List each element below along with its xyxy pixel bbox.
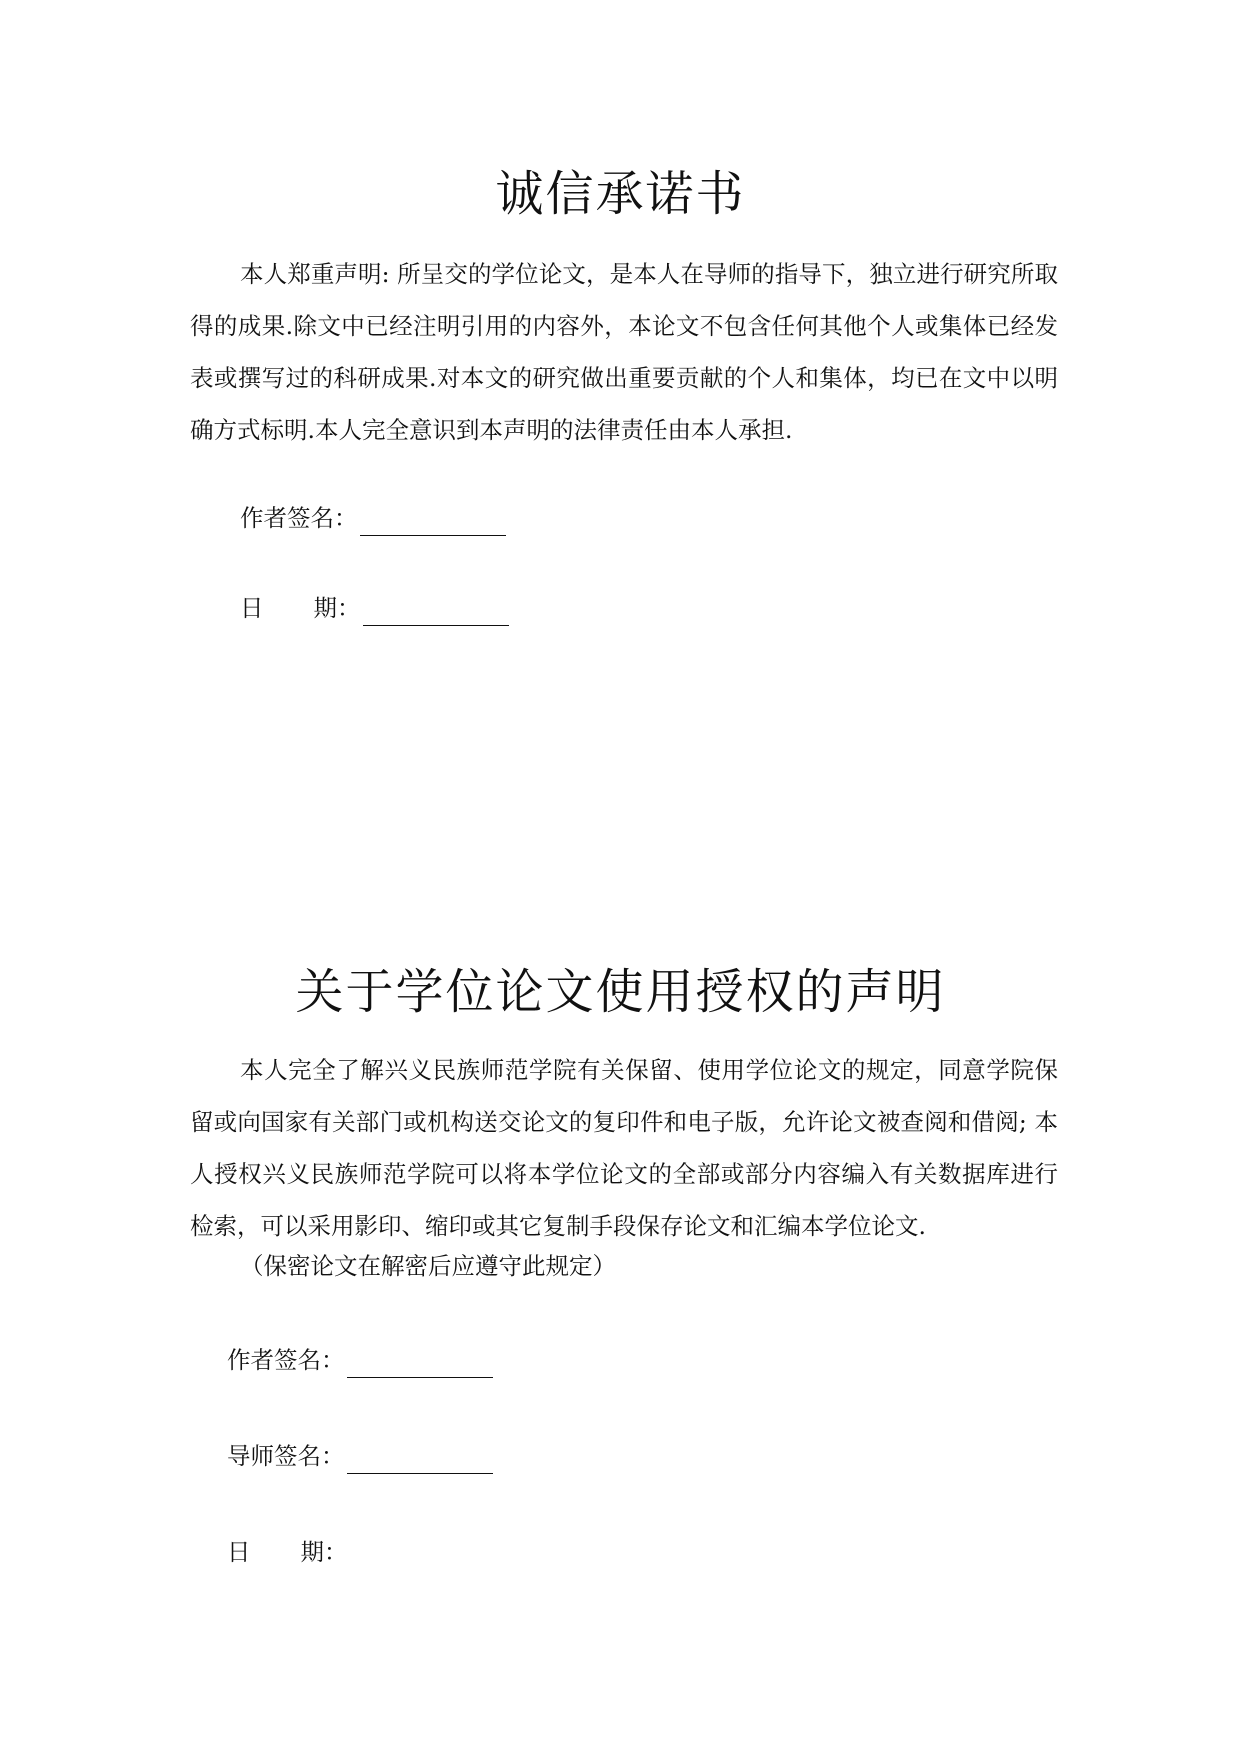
confidential-note: （保密论文在解密后应遵守此规定） [240,1252,616,1280]
integrity-title: 诚信承诺书 [495,166,746,222]
advisor-signature-label: 导师签名： [227,1442,345,1470]
advisor-signature-line[interactable] [347,1443,493,1474]
author-signature-label: 作者签名： [227,1346,345,1374]
authorization-title: 关于学位论文使用授权的声明 [295,964,946,1020]
author-signature-line[interactable] [347,1347,493,1378]
authorization-author-signature-field [227,1342,493,1378]
authorization-advisor-signature-field [227,1438,493,1474]
author-signature-label: 作者签名： [240,504,358,532]
authorization-date-field [227,1534,348,1570]
date-label-char-2: 期： [313,594,361,622]
date-label-char-2: 期： [300,1538,348,1566]
date-line[interactable] [363,595,509,626]
date-label-char-1: 日 [227,1538,251,1566]
date-label [227,1534,348,1570]
integrity-date-field [240,590,509,626]
author-signature-line[interactable] [360,505,506,536]
date-label [240,590,361,626]
integrity-author-signature-field [240,500,506,536]
integrity-body: 本人郑重声明: 所呈交的学位论文，是本人在导师的指导下，独立进行研究所取得的成果.除文中已经注明引用的内容外，本论文不包含任何其他个人或集体已经发表或撰写过的科研成果.对本文的研究做出重要贡献的个人和集体，均已在文中以明确方式标明.本人完全意识到本声明的法律责任由本人承担. [190,260,1058,444]
date-label-char-1: 日 [240,594,264,622]
authorization-body: 本人完全了解兴义民族师范学院有关保留、使用学位论文的规定，同意学院保留或向国家有关部门或机构送交论文的复印件和电子版，允许论文被查阅和借阅; 本人授权兴义民族师范学院可以将本学位论文的全部或部分内容编入有关数据库进行检索，可以采用影印、缩印或其它复制手段保存论文和汇编本学位论文. [190,1056,1058,1240]
